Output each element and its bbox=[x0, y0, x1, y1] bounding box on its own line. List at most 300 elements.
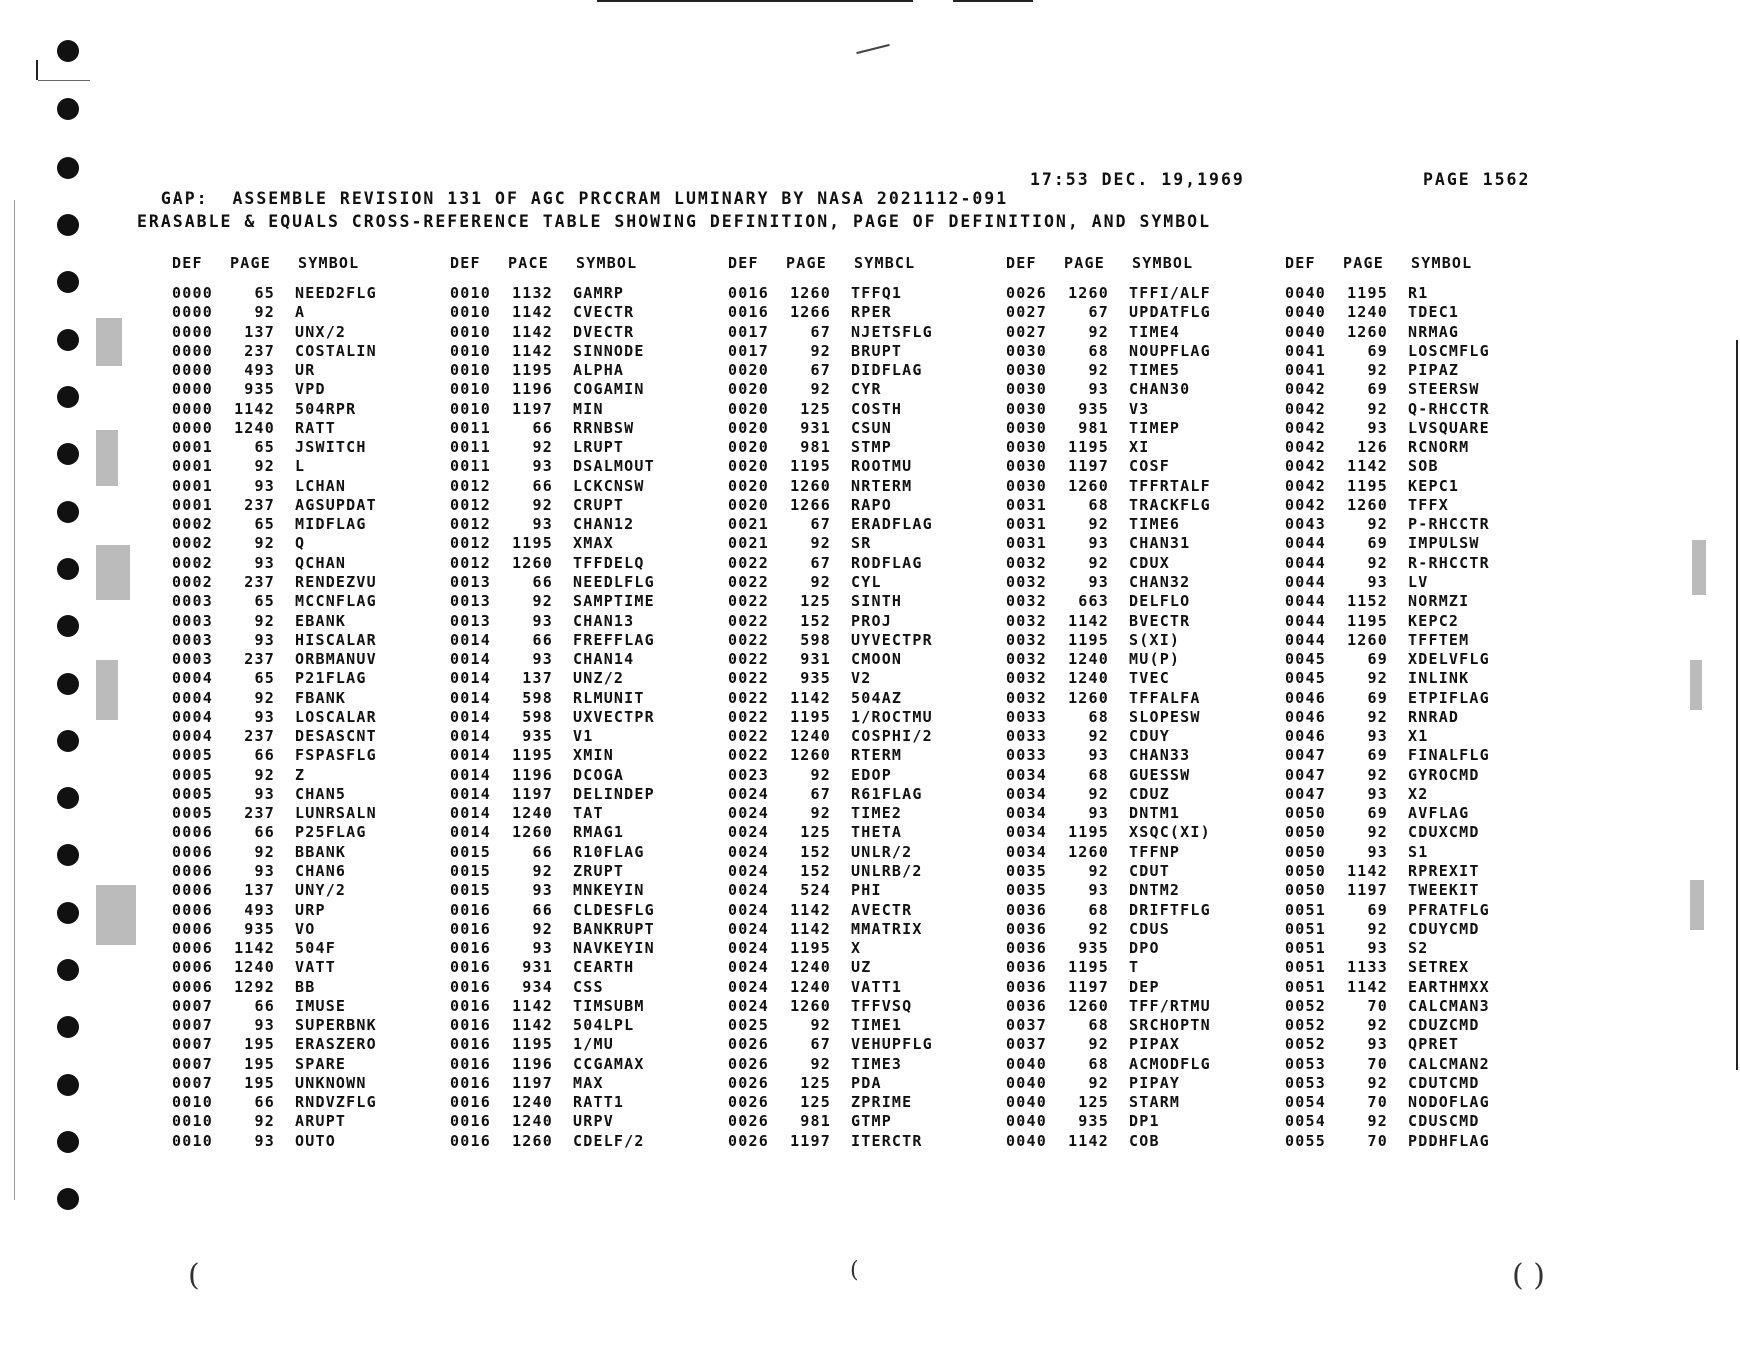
def-cell: 0050 bbox=[1285, 823, 1326, 842]
header-symbol: SYMBOL bbox=[1132, 254, 1194, 272]
page-cell: 1142 bbox=[1347, 457, 1388, 476]
symbol-cell: ZPRIME bbox=[851, 1093, 913, 1112]
table-row bbox=[172, 1055, 447, 1074]
symbol-cell: TFFVSQ bbox=[851, 996, 913, 1015]
symbol-cell: S2 bbox=[1408, 939, 1429, 958]
bottom-left-paren: ( bbox=[188, 1258, 200, 1293]
symbol-cell: DPO bbox=[1129, 939, 1160, 958]
page-cell: 66 bbox=[254, 1093, 275, 1112]
table-row bbox=[1285, 419, 1560, 438]
table-row bbox=[450, 978, 725, 997]
symbol-cell: RTERM bbox=[851, 746, 903, 765]
table-row bbox=[450, 958, 725, 977]
symbol-cell: XMIN bbox=[573, 746, 614, 765]
page-cell: 1133 bbox=[1347, 958, 1388, 977]
symbol-cell: V3 bbox=[1129, 399, 1150, 418]
table-row bbox=[450, 477, 725, 496]
page-cell: 1142 bbox=[512, 1016, 553, 1035]
def-cell: 0053 bbox=[1285, 1054, 1326, 1073]
left-edge-dash bbox=[38, 80, 90, 81]
page-cell: 66 bbox=[254, 746, 275, 765]
page-cell: 93 bbox=[254, 707, 275, 726]
def-cell: 0014 bbox=[450, 784, 491, 803]
table-row bbox=[172, 708, 447, 727]
table-row bbox=[728, 496, 1003, 515]
page-cell: 1260 bbox=[1068, 476, 1109, 495]
page-cell: 65 bbox=[254, 284, 275, 302]
header-def: DEF bbox=[450, 254, 481, 272]
table-row bbox=[172, 920, 447, 939]
page-cell: 66 bbox=[532, 630, 553, 649]
symbol-cell: AGSUPDAT bbox=[295, 495, 377, 514]
symbol-cell: CDUYCMD bbox=[1408, 919, 1480, 938]
table-row bbox=[1006, 881, 1281, 900]
symbol-cell: PIPAZ bbox=[1408, 361, 1460, 380]
def-cell: 0052 bbox=[1285, 996, 1326, 1015]
def-cell: 0014 bbox=[450, 669, 491, 688]
def-cell: 0011 bbox=[450, 418, 491, 437]
symbol-cell: UYVECTPR bbox=[851, 630, 933, 649]
page-cell: 125 bbox=[800, 823, 831, 842]
table-row bbox=[450, 419, 725, 438]
table-row bbox=[1285, 400, 1560, 419]
page-cell: 1240 bbox=[512, 1112, 553, 1131]
def-cell: 0000 bbox=[172, 380, 213, 399]
table-row bbox=[1006, 669, 1281, 688]
def-cell: 0026 bbox=[728, 1035, 769, 1054]
def-cell: 0026 bbox=[1006, 284, 1047, 302]
page-cell: 1240 bbox=[512, 804, 553, 823]
symbol-cell: CALCMAN2 bbox=[1408, 1054, 1490, 1073]
page-cell: 65 bbox=[254, 592, 275, 611]
def-cell: 0030 bbox=[1006, 418, 1047, 437]
table-row bbox=[450, 939, 725, 958]
symbol-cell: CDUZCMD bbox=[1408, 1016, 1480, 1035]
page-cell: 92 bbox=[1088, 1073, 1109, 1092]
page-cell: 152 bbox=[800, 861, 831, 880]
def-cell: 0013 bbox=[450, 572, 491, 591]
page-cell: 92 bbox=[532, 438, 553, 457]
symbol-cell: LOSCMFLG bbox=[1408, 341, 1490, 360]
def-cell: 0014 bbox=[450, 765, 491, 784]
page-cell: 1240 bbox=[790, 958, 831, 977]
symbol-cell: CDUT bbox=[1129, 861, 1170, 880]
table-row bbox=[1006, 843, 1281, 862]
def-cell: 0005 bbox=[172, 784, 213, 803]
page-cell: 1260 bbox=[1347, 495, 1388, 514]
table-row bbox=[450, 997, 725, 1016]
symbol-cell: SPARE bbox=[295, 1054, 347, 1073]
page-cell: 92 bbox=[810, 804, 831, 823]
page-cell: 1260 bbox=[790, 746, 831, 765]
symbol-cell: MU(P) bbox=[1129, 650, 1181, 669]
symbol-cell: AVFLAG bbox=[1408, 804, 1470, 823]
page-cell: 598 bbox=[522, 688, 553, 707]
symbol-cell: BB bbox=[295, 977, 316, 996]
page-cell: 93 bbox=[254, 553, 275, 572]
symbol-cell: XI bbox=[1129, 438, 1150, 457]
page-cell: 93 bbox=[532, 515, 553, 534]
symbol-cell: S(XI) bbox=[1129, 630, 1181, 649]
page-cell: 93 bbox=[532, 457, 553, 476]
table-row bbox=[1285, 708, 1560, 727]
symbol-cell: RCNORM bbox=[1408, 438, 1470, 457]
symbol-cell: DESASCNT bbox=[295, 727, 377, 746]
def-cell: 0050 bbox=[1285, 881, 1326, 900]
def-cell: 0005 bbox=[172, 804, 213, 823]
def-cell: 0012 bbox=[450, 476, 491, 495]
def-cell: 0040 bbox=[1285, 303, 1326, 322]
page-cell: 598 bbox=[522, 707, 553, 726]
page-cell: 1142 bbox=[790, 688, 831, 707]
def-cell: 0044 bbox=[1285, 592, 1326, 611]
def-cell: 0040 bbox=[1285, 284, 1326, 302]
def-cell: 0047 bbox=[1285, 746, 1326, 765]
page-cell: 1240 bbox=[234, 958, 275, 977]
symbol-cell: X2 bbox=[1408, 784, 1429, 803]
table-row bbox=[1006, 496, 1281, 515]
table-row bbox=[1285, 342, 1560, 361]
xref-column-4 bbox=[1006, 254, 1281, 1151]
table-row bbox=[1006, 1112, 1281, 1131]
page-cell: 237 bbox=[244, 804, 275, 823]
symbol-cell: LCKCNSW bbox=[573, 476, 645, 495]
table-row bbox=[450, 727, 725, 746]
page-cell: 1260 bbox=[1347, 630, 1388, 649]
table-row bbox=[1285, 1035, 1560, 1054]
symbol-cell: TIMSUBM bbox=[573, 996, 645, 1015]
def-cell: 0003 bbox=[172, 611, 213, 630]
table-row bbox=[728, 457, 1003, 476]
page-cell: 1195 bbox=[1347, 476, 1388, 495]
table-row bbox=[450, 689, 725, 708]
def-cell: 0026 bbox=[728, 1073, 769, 1092]
def-cell: 0016 bbox=[450, 958, 491, 977]
symbol-cell: ZRUPT bbox=[573, 861, 625, 880]
page-cell: 1196 bbox=[512, 380, 553, 399]
def-cell: 0012 bbox=[450, 515, 491, 534]
symbol-cell: CALCMAN3 bbox=[1408, 996, 1490, 1015]
symbol-cell: CHAN32 bbox=[1129, 572, 1191, 591]
page-cell: 524 bbox=[800, 881, 831, 900]
symbol-cell: R61FLAG bbox=[851, 784, 923, 803]
symbol-cell: UNY/2 bbox=[295, 881, 347, 900]
symbol-cell: RNRAD bbox=[1408, 707, 1460, 726]
def-cell: 0015 bbox=[450, 842, 491, 861]
def-cell: 0016 bbox=[450, 900, 491, 919]
table-row bbox=[172, 766, 447, 785]
table-row bbox=[172, 997, 447, 1016]
page-cell: 93 bbox=[1367, 939, 1388, 958]
page-cell: 69 bbox=[1367, 341, 1388, 360]
symbol-cell: DRIFTFLG bbox=[1129, 900, 1211, 919]
symbol-cell: XMAX bbox=[573, 534, 614, 553]
def-cell: 0051 bbox=[1285, 977, 1326, 996]
def-cell: 0042 bbox=[1285, 380, 1326, 399]
def-cell: 0020 bbox=[728, 457, 769, 476]
table-row bbox=[450, 1074, 725, 1093]
table-row bbox=[728, 438, 1003, 457]
symbol-cell: CDUZ bbox=[1129, 784, 1170, 803]
def-cell: 0030 bbox=[1006, 476, 1047, 495]
table-row bbox=[728, 978, 1003, 997]
table-row bbox=[172, 419, 447, 438]
page-cell: 1195 bbox=[1068, 438, 1109, 457]
page-cell: 935 bbox=[244, 919, 275, 938]
table-row bbox=[1006, 650, 1281, 669]
def-cell: 0022 bbox=[728, 611, 769, 630]
report-header bbox=[137, 170, 1537, 246]
table-row bbox=[728, 284, 1003, 303]
symbol-cell: STEERSW bbox=[1408, 380, 1480, 399]
def-cell: 0053 bbox=[1285, 1073, 1326, 1092]
xref-column-1 bbox=[172, 254, 447, 1151]
page-cell: 1142 bbox=[512, 303, 553, 322]
header-page: PAGE bbox=[786, 254, 827, 272]
def-cell: 0000 bbox=[172, 361, 213, 380]
symbol-cell: SUPERBNK bbox=[295, 1016, 377, 1035]
page-cell: 1240 bbox=[790, 977, 831, 996]
symbol-cell: CHAN14 bbox=[573, 650, 635, 669]
symbol-cell: GUESSW bbox=[1129, 765, 1191, 784]
symbol-cell: IMUSE bbox=[295, 996, 347, 1015]
binding-mark bbox=[96, 318, 122, 366]
page-cell: 1260 bbox=[790, 284, 831, 302]
table-row bbox=[1285, 939, 1560, 958]
symbol-cell: Z bbox=[295, 765, 306, 784]
page-cell: 493 bbox=[244, 361, 275, 380]
table-row bbox=[728, 303, 1003, 322]
symbol-cell: COGAMIN bbox=[573, 380, 645, 399]
def-cell: 0022 bbox=[728, 572, 769, 591]
table-row bbox=[450, 1016, 725, 1035]
symbol-cell: URP bbox=[295, 900, 326, 919]
table-row bbox=[450, 534, 725, 553]
def-cell: 0022 bbox=[728, 650, 769, 669]
table-row bbox=[450, 303, 725, 322]
symbol-cell: VPD bbox=[295, 380, 326, 399]
symbol-cell: RPREXIT bbox=[1408, 861, 1480, 880]
table-row bbox=[728, 689, 1003, 708]
table-row bbox=[1285, 457, 1560, 476]
symbol-cell: ALPHA bbox=[573, 361, 625, 380]
def-cell: 0037 bbox=[1006, 1016, 1047, 1035]
symbol-cell: ORBMANUV bbox=[295, 650, 377, 669]
symbol-cell: TFFI/ALF bbox=[1129, 284, 1211, 302]
def-cell: 0042 bbox=[1285, 438, 1326, 457]
def-cell: 0001 bbox=[172, 476, 213, 495]
table-row bbox=[1285, 1132, 1560, 1151]
def-cell: 0000 bbox=[172, 322, 213, 341]
page-cell: 1260 bbox=[790, 476, 831, 495]
table-row bbox=[450, 361, 725, 380]
table-row bbox=[728, 534, 1003, 553]
page-cell: 125 bbox=[1078, 1093, 1109, 1112]
def-cell: 0032 bbox=[1006, 630, 1047, 649]
def-cell: 0051 bbox=[1285, 919, 1326, 938]
table-row bbox=[728, 901, 1003, 920]
def-cell: 0020 bbox=[728, 361, 769, 380]
def-cell: 0007 bbox=[172, 1016, 213, 1035]
def-cell: 0011 bbox=[450, 438, 491, 457]
def-cell: 0010 bbox=[450, 380, 491, 399]
header-symbol: SYMBOL bbox=[576, 254, 638, 272]
symbol-cell: SLOPESW bbox=[1129, 707, 1201, 726]
table-row bbox=[1285, 1016, 1560, 1035]
binding-mark bbox=[96, 885, 136, 945]
def-cell: 0010 bbox=[172, 1112, 213, 1131]
page-cell: 68 bbox=[1088, 707, 1109, 726]
page-cell: 1240 bbox=[1068, 650, 1109, 669]
page-cell: 67 bbox=[810, 515, 831, 534]
report-timestamp: 17:53 DEC. 19,1969 bbox=[1030, 170, 1245, 189]
table-row bbox=[1006, 534, 1281, 553]
table-row bbox=[1006, 978, 1281, 997]
page-cell: 66 bbox=[254, 823, 275, 842]
def-cell: 0006 bbox=[172, 939, 213, 958]
symbol-cell: X1 bbox=[1408, 727, 1429, 746]
symbol-cell: TFFALFA bbox=[1129, 688, 1201, 707]
page-cell: 935 bbox=[522, 727, 553, 746]
def-cell: 0016 bbox=[450, 1112, 491, 1131]
top-rule-right bbox=[953, 0, 1033, 2]
page-cell: 92 bbox=[810, 1054, 831, 1073]
page-cell: 1142 bbox=[1347, 977, 1388, 996]
page-cell: 68 bbox=[1088, 495, 1109, 514]
def-cell: 0006 bbox=[172, 958, 213, 977]
symbol-cell: RAPO bbox=[851, 495, 892, 514]
def-cell: 0020 bbox=[728, 399, 769, 418]
page-cell: 1260 bbox=[1068, 284, 1109, 302]
symbol-cell: THETA bbox=[851, 823, 903, 842]
page-cell: 1195 bbox=[512, 1035, 553, 1054]
symbol-cell: SETREX bbox=[1408, 958, 1470, 977]
def-cell: 0002 bbox=[172, 553, 213, 572]
symbol-cell: BRUPT bbox=[851, 341, 903, 360]
symbol-cell: UR bbox=[295, 361, 316, 380]
sprocket-hole bbox=[57, 329, 79, 351]
table-row bbox=[1006, 766, 1281, 785]
table-row bbox=[172, 400, 447, 419]
symbol-cell: MAX bbox=[573, 1073, 604, 1092]
symbol-cell: TFFNP bbox=[1129, 842, 1181, 861]
def-cell: 0022 bbox=[728, 707, 769, 726]
table-row bbox=[1285, 631, 1560, 650]
def-cell: 0024 bbox=[728, 919, 769, 938]
def-cell: 0026 bbox=[728, 1112, 769, 1131]
def-cell: 0004 bbox=[172, 688, 213, 707]
symbol-cell: CDUX bbox=[1129, 553, 1170, 572]
def-cell: 0010 bbox=[450, 341, 491, 360]
def-cell: 0006 bbox=[172, 861, 213, 880]
header-def: DEF bbox=[1006, 254, 1037, 272]
table-row bbox=[1285, 554, 1560, 573]
symbol-cell: TFFRTALF bbox=[1129, 476, 1211, 495]
symbol-cell: VATT bbox=[295, 958, 336, 977]
symbol-cell: ETPIFLAG bbox=[1408, 688, 1490, 707]
table-row bbox=[450, 843, 725, 862]
table-row bbox=[1006, 380, 1281, 399]
def-cell: 0050 bbox=[1285, 804, 1326, 823]
symbol-cell: CDUS bbox=[1129, 919, 1170, 938]
table-row bbox=[1006, 573, 1281, 592]
table-row bbox=[728, 1112, 1003, 1131]
table-row bbox=[172, 650, 447, 669]
page-cell: 152 bbox=[800, 611, 831, 630]
table-row bbox=[728, 380, 1003, 399]
symbol-cell: P25FLAG bbox=[295, 823, 367, 842]
def-cell: 0023 bbox=[728, 765, 769, 784]
table-row bbox=[450, 1132, 725, 1151]
table-row bbox=[450, 400, 725, 419]
page-cell: 65 bbox=[254, 438, 275, 457]
symbol-cell: CCGAMAX bbox=[573, 1054, 645, 1073]
symbol-cell: TIME3 bbox=[851, 1054, 903, 1073]
def-cell: 0012 bbox=[450, 534, 491, 553]
page-cell: 1197 bbox=[1068, 457, 1109, 476]
table-row bbox=[1285, 862, 1560, 881]
page-cell: 92 bbox=[1367, 1016, 1388, 1035]
page-cell: 93 bbox=[1367, 1035, 1388, 1054]
table-row bbox=[1006, 901, 1281, 920]
symbol-cell: KEPC1 bbox=[1408, 476, 1460, 495]
symbol-cell: Q-RHCCTR bbox=[1408, 399, 1490, 418]
def-cell: 0024 bbox=[728, 861, 769, 880]
def-cell: 0024 bbox=[728, 881, 769, 900]
symbol-cell: PDDHFLAG bbox=[1408, 1131, 1490, 1150]
table-row bbox=[728, 939, 1003, 958]
page-cell: 92 bbox=[254, 1112, 275, 1131]
page-cell: 981 bbox=[1078, 418, 1109, 437]
page-cell: 934 bbox=[522, 977, 553, 996]
page-cell: 1195 bbox=[1068, 823, 1109, 842]
symbol-cell: DNTM2 bbox=[1129, 881, 1181, 900]
page-cell: 1197 bbox=[512, 399, 553, 418]
def-cell: 0054 bbox=[1285, 1093, 1326, 1112]
def-cell: 0002 bbox=[172, 515, 213, 534]
def-cell: 0006 bbox=[172, 881, 213, 900]
table-row bbox=[1006, 920, 1281, 939]
page-cell: 92 bbox=[1367, 1112, 1388, 1131]
symbol-cell: DVECTR bbox=[573, 322, 635, 341]
table-row bbox=[1006, 419, 1281, 438]
table-row bbox=[728, 862, 1003, 881]
table-row bbox=[728, 746, 1003, 765]
symbol-cell: CYL bbox=[851, 572, 882, 591]
sprocket-hole bbox=[57, 673, 79, 695]
page-cell: 92 bbox=[1088, 322, 1109, 341]
def-cell: 0024 bbox=[728, 958, 769, 977]
page-cell: 66 bbox=[532, 476, 553, 495]
page-cell: 1260 bbox=[512, 553, 553, 572]
page-cell: 931 bbox=[522, 958, 553, 977]
def-cell: 0034 bbox=[1006, 842, 1047, 861]
symbol-cell: CSS bbox=[573, 977, 604, 996]
def-cell: 0036 bbox=[1006, 977, 1047, 996]
table-row bbox=[172, 534, 447, 553]
symbol-cell: TIME2 bbox=[851, 804, 903, 823]
symbol-cell: NRTERM bbox=[851, 476, 913, 495]
table-row bbox=[450, 766, 725, 785]
header-def: DEF bbox=[728, 254, 759, 272]
page-cell: 93 bbox=[1088, 534, 1109, 553]
symbol-cell: MIN bbox=[573, 399, 604, 418]
page-cell: 93 bbox=[1367, 727, 1388, 746]
symbol-cell: TAT bbox=[573, 804, 604, 823]
page-cell: 93 bbox=[254, 630, 275, 649]
symbol-cell: NJETSFLG bbox=[851, 322, 933, 341]
def-cell: 0014 bbox=[450, 630, 491, 649]
